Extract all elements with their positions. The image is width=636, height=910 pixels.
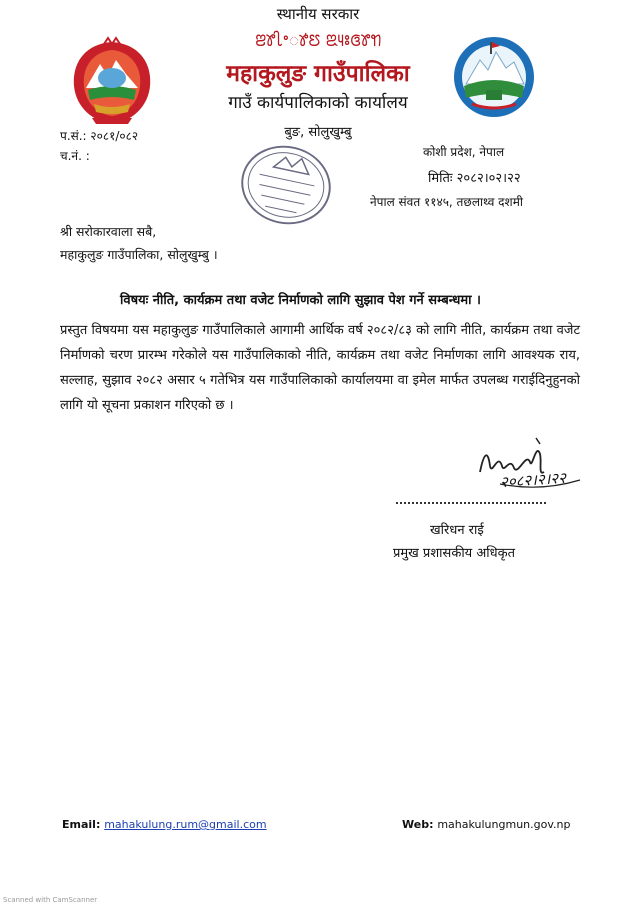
signatory-title: प्रमुख प्रशासकीय अधिकृत (393, 546, 516, 561)
native-script-title: ꢂꢸꢷꢀꢹꢄ ꢃꢴꢁꢏꢸꢒ (254, 31, 382, 51)
addressee-line-1: श्री सरोकारवाला सबै, (60, 224, 157, 239)
email-label: Email: (62, 818, 101, 831)
office-title: गाउँ कार्यपालिकाको कार्यालय (228, 93, 408, 113)
municipality-title: महाकुलुङ गाउँपालिका (226, 61, 410, 87)
signature-line (396, 502, 546, 504)
province-label: कोशी प्रदेश, नेपाल (423, 145, 505, 159)
web-label: Web: (402, 818, 434, 831)
dispatch-number: च.नं. : (60, 149, 90, 163)
footer-web (402, 818, 570, 831)
nepal-emblem-logo (64, 36, 160, 128)
web-link[interactable]: mahakulungmun.gov.np (437, 818, 571, 831)
letter-body: प्रस्तुत विषयमा यस महाकुलुङ गाउँपालिकाले आगामी आर्थिक वर्ष २०८२/८३ को लागि नीति, कार्यक्रम तथा वजेट निर्माणको चरण प्रारम्भ गरेकोले यस गाउँपालिकाको नीति, कार्यक्रम तथा वजेट निर्माणका लागि आवश्यक राय, सल्लाह, सुझाव २०८२ असार ५ गतेभित्र यस गाउँपालिकाको कार्यालयमा वा इमेल मार्फत उपलब्ध गराईदिनुहुनको लागि यो सूचना प्रकाशन गरिएको छ । (60, 323, 580, 413)
municipality-logo (452, 34, 536, 120)
handwritten-signature (470, 432, 610, 504)
reference-number: प.सं.: २०८१/०८२ (60, 129, 139, 143)
scanner-watermark: Scanned with CamScanner (3, 896, 98, 904)
letter-subject: विषयः नीति, कार्यक्रम तथा वजेट निर्माणको लागि सुझाव पेश गर्ने सम्बन्धमा । (120, 293, 481, 308)
letter-date: मितिः २०८२।०२।२२ (428, 171, 521, 186)
signatory-name: खरिधन राई (430, 523, 484, 538)
email-link[interactable]: mahakulung.rum@gmail.com (104, 818, 267, 831)
local-government-label: स्थानीय सरकार (276, 5, 360, 23)
official-stamp (236, 140, 336, 230)
footer-email (62, 818, 267, 831)
office-location: बुङ, सोलुखुम्बु (284, 125, 352, 140)
nepal-sambat-date: नेपाल संवत ११४५, तछलाथ्व दशमी (370, 195, 523, 209)
handwritten-date: २०८२।२।२२ (499, 468, 567, 492)
addressee-line-2: महाकुलुङ गाउँपालिका, सोलुखुम्बु । (60, 247, 218, 262)
